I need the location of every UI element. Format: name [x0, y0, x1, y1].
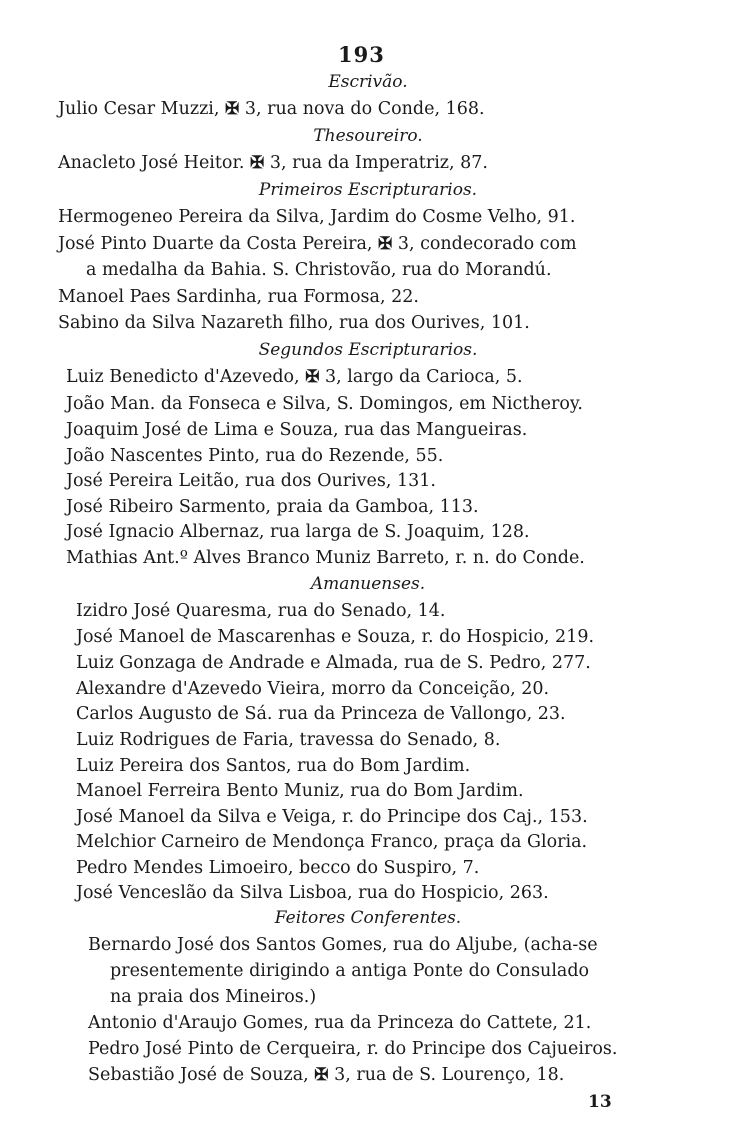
list-item: José Ribeiro Sarmento, praia da Gamboa, 113. [66, 497, 479, 517]
list-item: Melchior Carneiro de Mendonça Franco, praça da Gloria. [76, 832, 588, 852]
list-item: João Man. da Fonseca e Silva, S. Domingos, em Nictheroy. [66, 394, 583, 414]
list-item: José Manoel da Silva e Veiga, r. do Principe dos Caj., 153. [76, 807, 588, 827]
section-heading-segundos-escripturarios: Segundos Escripturarios. [258, 340, 478, 360]
list-item: José Manoel de Mascarenhas e Souza, r. do Hospicio, 219. [76, 627, 595, 647]
cross-icon: ✠ [305, 367, 320, 387]
signature-mark: 13 [588, 1092, 612, 1112]
list-item: Luiz Gonzaga de Andrade e Almada, rua de S. Pedro, 277. [76, 653, 591, 673]
cross-icon: ✠ [225, 99, 240, 119]
list-item: Pedro José Pinto de Cerqueira, r. do Principe dos Cajueiros. [88, 1039, 618, 1059]
list-item: Julio Cesar Muzzi, ✠ 3, rua nova do Conde, 168. [58, 99, 485, 119]
list-item: José Pinto Duarte da Costa Pereira, ✠ 3, condecorado com [58, 234, 577, 254]
list-item: Luiz Pereira dos Santos, rua do Bom Jardim. [76, 756, 471, 776]
section-heading-amanuenses: Amanuenses. [310, 574, 426, 594]
list-item: Luiz Rodrigues de Faria, travessa do Senado, 8. [76, 730, 501, 750]
list-item-continuation: a medalha da Bahia. S. Christovão, rua do Morandú. [86, 260, 552, 280]
list-item-continuation: presentemente dirigindo a antiga Ponte do Consulado [110, 961, 590, 981]
list-item: Antonio d'Araujo Gomes, rua da Princeza do Cattete, 21. [88, 1013, 592, 1033]
list-item: Mathias Ant.º Alves Branco Muniz Barreto, r. n. do Conde. [66, 548, 585, 568]
cross-icon: ✠ [250, 153, 265, 173]
list-item: Manoel Ferreira Bento Muniz, rua do Bom Jardim. [76, 781, 524, 801]
list-item: João Nascentes Pinto, rua do Rezende, 55. [66, 446, 444, 466]
list-item: Alexandre d'Azevedo Vieira, morro da Conceição, 20. [76, 679, 550, 699]
list-item: Bernardo José dos Santos Gomes, rua do Aljube, (acha-se [88, 935, 598, 955]
list-item: José Pereira Leitão, rua dos Ourives, 131. [66, 471, 436, 491]
list-item: José Ignacio Albernaz, rua larga de S. Joaquim, 128. [66, 522, 530, 542]
section-heading-thesoureiro: Thesoureiro. [313, 126, 423, 146]
list-item: Hermogeneo Pereira da Silva, Jardim do Cosme Velho, 91. [58, 207, 576, 227]
list-item: Izidro José Quaresma, rua do Senado, 14. [76, 601, 446, 621]
page-number: 193 [338, 42, 385, 67]
cross-icon: ✠ [314, 1065, 329, 1085]
list-item: Sabino da Silva Nazareth filho, rua dos Ourives, 101. [58, 313, 530, 333]
list-item: Manoel Paes Sardinha, rua Formosa, 22. [58, 287, 419, 307]
section-heading-escrivao: Escrivão. [328, 72, 408, 92]
list-item: José Venceslão da Silva Lisboa, rua do Hospicio, 263. [76, 883, 549, 903]
list-item: Pedro Mendes Limoeiro, becco do Suspiro, 7. [76, 858, 480, 878]
list-item: Anacleto José Heitor. ✠ 3, rua da Imperatriz, 87. [58, 153, 488, 173]
list-item: Carlos Augusto de Sá. rua da Princeza de Vallongo, 23. [76, 704, 566, 724]
list-item: Sebastião José de Souza, ✠ 3, rua de S. Lourenço, 18. [88, 1065, 565, 1085]
list-item: Luiz Benedicto d'Azevedo, ✠ 3, largo da Carioca, 5. [66, 367, 523, 387]
list-item: Joaquim José de Lima e Souza, rua das Mangueiras. [66, 420, 528, 440]
cross-icon: ✠ [378, 234, 393, 254]
list-item-continuation: na praia dos Mineiros.) [110, 987, 317, 1007]
section-heading-primeiros-escripturarios: Primeiros Escripturarios. [258, 180, 478, 200]
section-heading-feitores-conferentes: Feitores Conferentes. [274, 908, 462, 928]
